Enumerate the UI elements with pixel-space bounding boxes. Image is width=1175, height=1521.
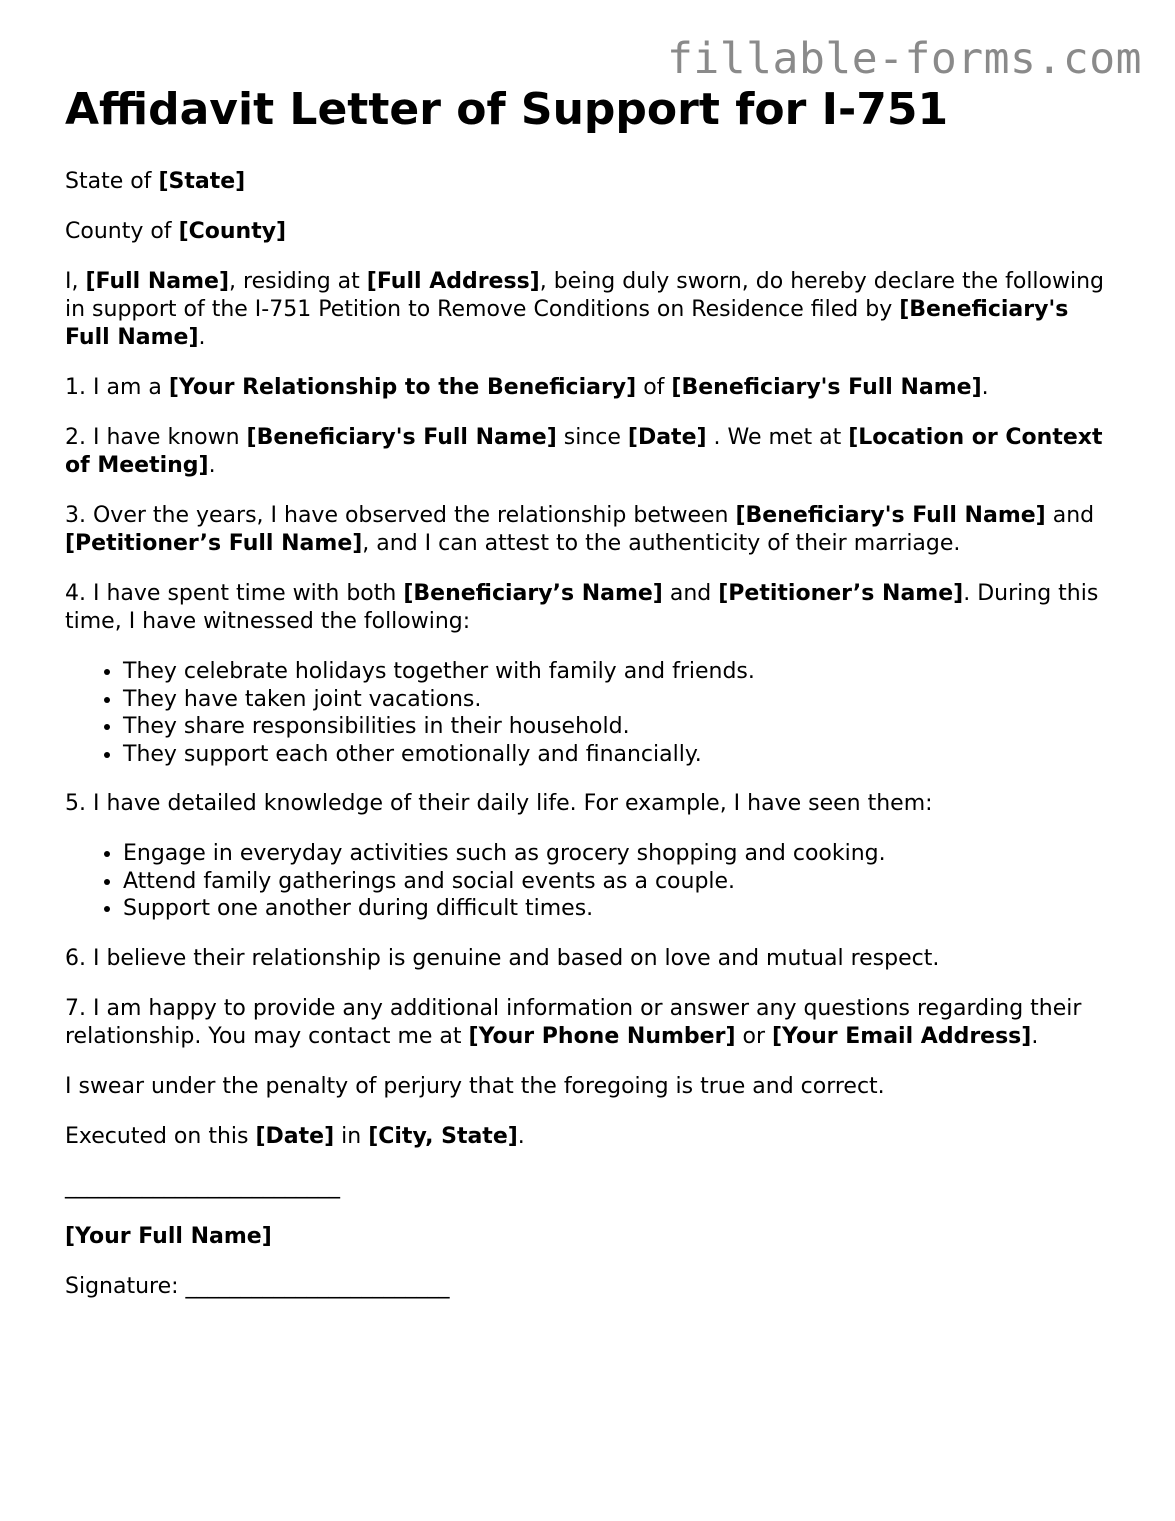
statement-4: 4. I have spent time with both [Beneficiary’s Name] and [Petitioner’s Name]. During this time, I have witnessed the following: xyxy=(65,581,1099,634)
witnessed-list xyxy=(65,658,1115,768)
signature-row: Signature: ________________________ xyxy=(65,1273,450,1299)
list-item: • Attend family gatherings and social events as a couple. xyxy=(123,868,1115,896)
full-address-field: [Full Address] xyxy=(366,269,540,294)
list-item: • Support one another during difficult times. xyxy=(123,895,1115,923)
statement-1: 1. I am a [Your Relationship to the Beneficiary] of [Beneficiary's Full Name]. xyxy=(65,375,989,400)
statement-3: 3. Over the years, I have observed the relationship between [Beneficiary's Full Name] and [Petitioner’s Full Name], and I can attest to the authenticity of their marriage. xyxy=(65,503,1095,556)
beneficiary-name-field: [Beneficiary’s Name] xyxy=(403,581,663,606)
meeting-location-field: [Location or Context of Meeting] xyxy=(65,425,1103,478)
list-item: • They support each other emotionally and financially. xyxy=(123,741,1115,769)
relationship-field: [Your Relationship to the Beneficiary] xyxy=(168,375,637,400)
document-title: Affidavit Letter of Support for I-751 xyxy=(65,84,949,135)
petitioner-name-field: [Petitioner’s Name] xyxy=(718,581,964,606)
petitioner-name-field: [Petitioner’s Full Name] xyxy=(65,531,363,556)
list-item: • They share responsibilities in their household. xyxy=(123,713,1115,741)
daily-life-list xyxy=(65,840,1115,923)
beneficiary-name-field: [Beneficiary's Full Name] xyxy=(65,297,1069,350)
county-field: [County] xyxy=(178,219,287,244)
list-item: • They celebrate holidays together with family and friends. xyxy=(123,658,1115,686)
state-line: State of [State] xyxy=(65,169,246,194)
date-field: [Date] xyxy=(255,1123,335,1149)
statement-2: 2. I have known [Beneficiary's Full Name] since [Date] . We met at [Location or Context of Meeting]. xyxy=(65,425,1103,478)
document xyxy=(65,82,1115,1301)
statement-5: 5. I have detailed knowledge of their daily life. For example, I have seen them: xyxy=(65,791,933,816)
county-line: County of [County] xyxy=(65,219,287,244)
signature-line: _________________________ xyxy=(65,1173,340,1199)
executed-line: Executed on this [Date] in [City, State]. xyxy=(65,1123,525,1149)
full-name-field: [Full Name] xyxy=(85,269,230,294)
state-field: [State] xyxy=(158,169,246,194)
beneficiary-name-field: [Beneficiary's Full Name] xyxy=(735,503,1046,528)
signature-field: ________________________ xyxy=(185,1273,450,1299)
watermark: fillable-forms.com xyxy=(667,34,1142,84)
beneficiary-name-field: [Beneficiary's Full Name] xyxy=(246,425,557,450)
intro-paragraph: I, [Full Name], residing at [Full Address], being duly sworn, do hereby declare the following in support of the I-751 Petition to Remove Conditions on Residence filed by [Beneficiary's Full Name]. xyxy=(65,269,1105,350)
list-item: • They have taken joint vacations. xyxy=(123,686,1115,714)
oath-statement: I swear under the penalty of perjury that the foregoing is true and correct. xyxy=(65,1073,885,1099)
statement-7: 7. I am happy to provide any additional information or answer any questions regarding their relationship. You may contact me at [Your Phone Number] or [Your Email Address]. xyxy=(65,995,1082,1049)
beneficiary-name-field: [Beneficiary's Full Name] xyxy=(671,375,982,400)
date-field: [Date] xyxy=(627,425,707,450)
list-item: • Engage in everyday activities such as grocery shopping and cooking. xyxy=(123,840,1115,868)
printed-name: [Your Full Name] xyxy=(65,1223,272,1249)
phone-field: [Your Phone Number] xyxy=(468,1023,736,1049)
statement-6: 6. I believe their relationship is genuine and based on love and mutual respect. xyxy=(65,945,940,971)
email-field: [Your Email Address] xyxy=(772,1023,1032,1049)
city-state-field: [City, State] xyxy=(368,1123,518,1149)
